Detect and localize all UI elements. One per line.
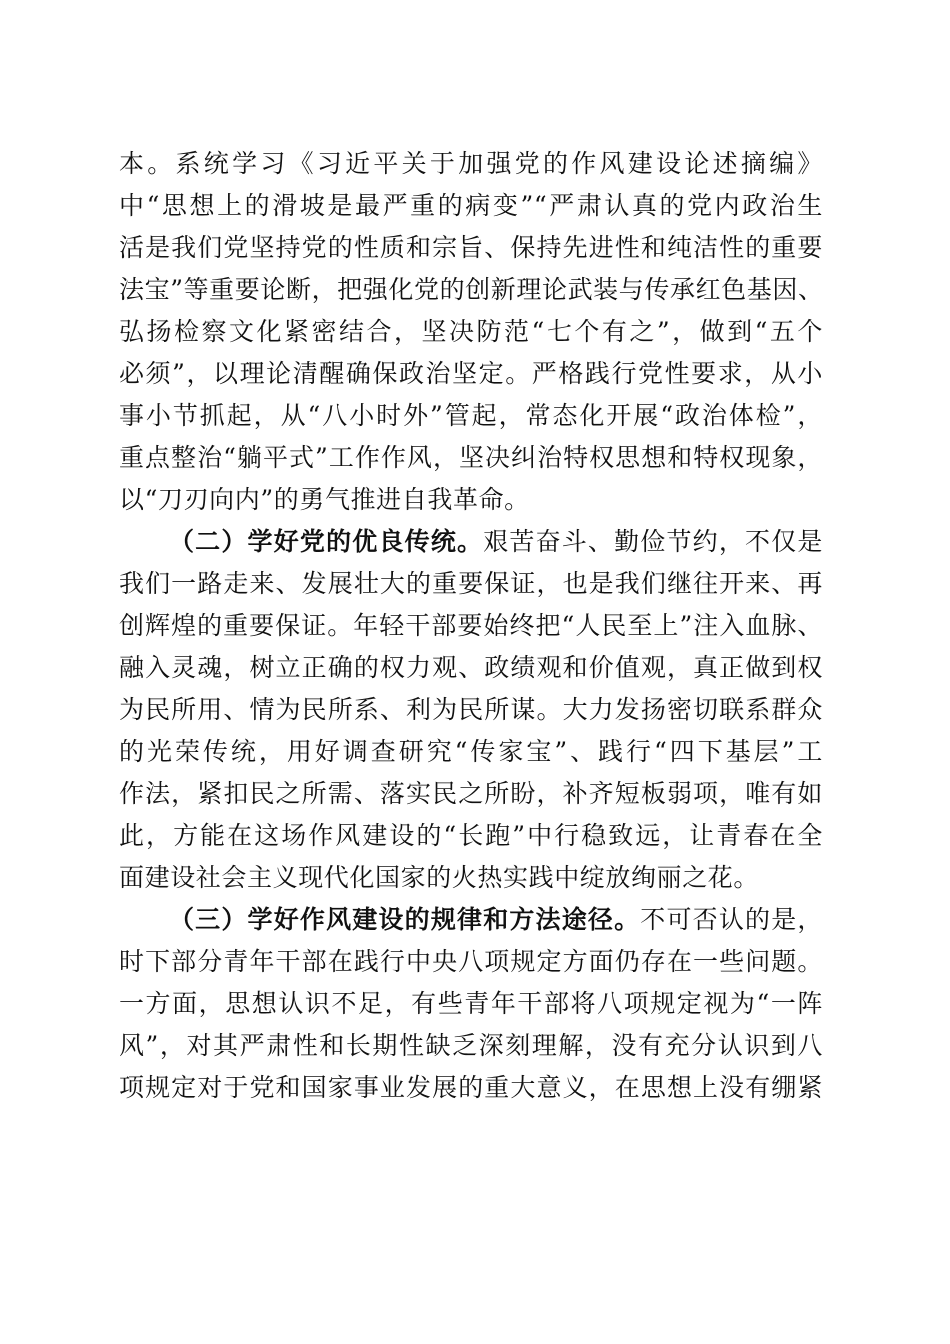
section-heading-3: （三）学好作风建设的规律和方法途径。 bbox=[169, 905, 641, 934]
text-line-with-heading bbox=[119, 899, 823, 941]
text-line: 中“思想上的滑坡是最严重的病变”“严肃认真的党内政治生 bbox=[119, 191, 823, 220]
text-line: 风”，对其严肃性和长期性缺乏深刻理解，没有充分认识到八 bbox=[119, 1031, 823, 1060]
text-line: 为民所用、情为民所系、利为民所谋。大力发扬密切联系群众 bbox=[119, 695, 823, 724]
text-line: 重点整治“躺平式”工作作风，坚决纠治特权思想和特权现象， bbox=[119, 443, 823, 472]
text-line: 项规定对于党和国家事业发展的重大意义，在思想上没有绷紧 bbox=[119, 1073, 823, 1102]
text-line: 时下部分青年干部在践行中央八项规定方面仍存在一些问题。 bbox=[119, 947, 823, 976]
text-line: 事小节抓起，从“八小时外”管起，常态化开展“政治体检”， bbox=[119, 401, 823, 430]
paragraph-1 bbox=[119, 143, 823, 521]
text-line: 本。系统学习《习近平关于加强党的作风建设论述摘编》 bbox=[119, 149, 823, 178]
body-text bbox=[119, 143, 823, 1109]
text-line: 作法，紧扣民之所需、落实民之所盼，补齐短板弱项，唯有如 bbox=[119, 779, 823, 808]
text-line: 弘扬检察文化紧密结合，坚决防范“七个有之”，做到“五个 bbox=[119, 317, 823, 346]
paragraph-2 bbox=[119, 521, 823, 899]
text-line: 的光荣传统，用好调查研究“传家宝”、践行“四下基层”工 bbox=[119, 737, 823, 766]
text-line: 面建设社会主义现代化国家的火热实践中绽放绚丽之花。 bbox=[119, 863, 760, 892]
text-line: 法宝”等重要论断，把强化党的创新理论武装与传承红色基因、 bbox=[119, 275, 824, 304]
text-line: 融入灵魂，树立正确的权力观、政绩观和价值观，真正做到权 bbox=[119, 653, 823, 682]
paragraph-3 bbox=[119, 899, 823, 1109]
text-line-with-heading bbox=[119, 521, 823, 563]
text-line: 此，方能在这场作风建设的“长跑”中行稳致远，让青春在全 bbox=[119, 821, 823, 850]
text-fragment: 不可否认的是， bbox=[640, 905, 823, 934]
text-fragment: 艰苦奋斗、勤俭节约，不仅是 bbox=[483, 527, 823, 556]
text-line: 一方面，思想认识不足，有些青年干部将八项规定视为“一阵 bbox=[119, 989, 823, 1018]
text-line: 以“刀刃向内”的勇气推进自我革命。 bbox=[119, 485, 530, 514]
text-line: 活是我们党坚持党的性质和宗旨、保持先进性和纯洁性的重要 bbox=[119, 233, 823, 262]
text-line: 必须”，以理论清醒确保政治坚定。严格践行党性要求，从小 bbox=[119, 359, 823, 388]
text-line: 创辉煌的重要保证。年轻干部要始终把“人民至上”注入血脉、 bbox=[119, 611, 823, 640]
section-heading-2: （二）学好党的优良传统。 bbox=[169, 527, 484, 556]
text-line: 我们一路走来、发展壮大的重要保证，也是我们继往开来、再 bbox=[119, 569, 823, 598]
